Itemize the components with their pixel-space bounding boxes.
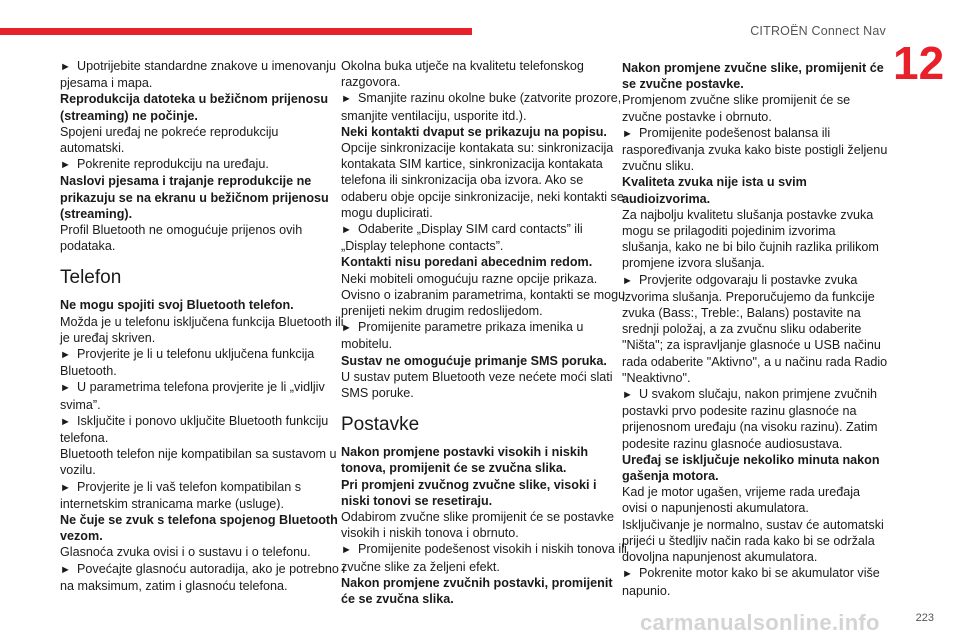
paragraph: Profil Bluetooth ne omogućuje prijenos ovih podataka. <box>60 223 303 254</box>
paragraph: Promjenom zvučne slike promijenit će se zvučne postavke i obrnuto. <box>622 93 851 124</box>
paragraph: Za najbolju kvalitetu slušanja postavke zvuka mogu se prilagoditi pojedinim izvorima slušanja, kako ne bi bilo čujnih razlika prilikom promjene izvora slušanja. <box>622 207 879 271</box>
problem-statement: Nakon promjene zvučne slike, promijenit će se zvučne postavke. <box>622 61 884 92</box>
paragraph: Možda je u telefonu isključena funkcija Bluetooth ili je uređaj skriven. <box>60 314 344 345</box>
problem-statement: Pri promjeni zvučnog zvučne slike, visoki i niski tonovi se resetiraju. <box>341 477 597 508</box>
bullet-instruction: ► Pokrenite motor kako bi se akumulator više napunio. <box>622 565 888 598</box>
problem-statement: Sustav ne omogućuje primanje SMS poruka. <box>341 353 607 368</box>
manual-title: CITROËN Connect Nav <box>750 24 886 38</box>
bullet-instruction: ► U svakom slučaju, nakon primjene zvučnih postavki prvo podesite razinu glasnoće na prijenosnom uređaju (na visoku razinu). Zatim podesite razinu glasnoće audiosustava. <box>622 386 888 452</box>
problem-statement: Nakon promjene zvučnih postavki, promijenit će se zvučna slika. <box>341 575 613 607</box>
bullet-instruction: ► Provjerite je li u telefonu uključena funkcija Bluetooth. <box>60 346 346 379</box>
header-accent-bar <box>0 28 472 35</box>
bullet-instruction: ► Promijenite podešenost balansa ili raspoređivanja zvuka kako biste postigli željenu zvučnu sliku. <box>622 125 888 175</box>
bullet-instruction: ► Promijenite podešenost visokih i niskih tonova ili zvučne slike za željeni efekt. <box>341 541 627 574</box>
bullet-instruction: ► Pokrenite reprodukciju na uređaju. <box>60 156 346 173</box>
problem-statement: Neki kontakti dvaput se prikazuju na popisu. <box>341 124 607 139</box>
text-column-3 <box>622 60 888 599</box>
problem-statement: Kvaliteta zvuka nije ista u svim audioizvorima. <box>622 175 807 206</box>
paragraph: Opcije sinkronizacije kontakata su: sinkronizacija kontakata SIM kartice, sinkronizacija kontakata telefona ili sinkronizacija oba izvora. Ako se odaberu obje opcije sinkronizacije, neki kontakti se mogu duplicirati. <box>341 141 624 220</box>
paragraph: Bluetooth telefon nije kompatibilan sa sustavom u vozilu. <box>60 447 337 478</box>
paragraph: Spojeni uređaj ne pokreće reprodukciju automatski. <box>60 124 279 156</box>
problem-statement: Kontakti nisu poredani abecednim redom. <box>341 255 593 270</box>
bullet-instruction: ► Upotrijebite standardne znakove u imenovanju pjesama i mapa. <box>60 58 346 91</box>
bullet-instruction: ► Smanjite razinu okolne buke (zatvorite prozore, smanjite ventilaciju, usporite itd.). <box>341 90 627 123</box>
paragraph: Odabirom zvučne slike promijenit će se postavke visokih i niskih tonova i obrnuto. <box>341 510 614 541</box>
bullet-instruction: ► Povećajte glasnoću autoradija, ako je potrebno i na maksimum, zatim i glasnoću telefona. <box>60 561 346 594</box>
paragraph: Glasnoća zvuka ovisi i o sustavu i o telefonu. <box>60 545 311 560</box>
bullet-instruction: ► U parametrima telefona provjerite je li „vidljiv svima”. <box>60 379 346 412</box>
watermark: carmanualsonline.info <box>640 610 880 635</box>
bullet-instruction: ► Isključite i ponovo uključite Bluetooth funkciju telefona. <box>60 413 346 446</box>
bullet-instruction: ► Provjerite je li vaš telefon kompatibilan s internetskim stranicama marke (usluge). <box>60 479 346 512</box>
problem-statement: Naslovi pjesama i trajanje reprodukcije ne prikazuju se na ekranu u bežičnom prijenosu (streaming). <box>60 174 329 221</box>
bullet-instruction: ► Odaberite „Display SIM card contacts” ili „Display telephone contacts”. <box>341 221 627 254</box>
text-column-2 <box>341 58 627 607</box>
bullet-instruction: ► Promijenite parametre prikaza imenika u mobitelu. <box>341 319 627 352</box>
page-number: 223 <box>915 612 934 624</box>
problem-statement: Ne čuje se zvuk s telefona spojenog Bluetooth vezom. <box>60 513 338 544</box>
paragraph: Okolna buka utječe na kvalitetu telefonskog razgovora. <box>341 59 584 90</box>
bullet-instruction: ► Provjerite odgovaraju li postavke zvuka izvorima slušanja. Preporučujemo da funkcije zvuka (Bass:, Treble:, Balans) postavite na srednji položaj, a za zvučnu sliku odaberite "Ništa"; za ispravljanje glasnoće u USB načinu rada odaberite "Aktivno", a u načinu rada Radio "Neaktivno". <box>622 272 888 386</box>
problem-statement: Uređaj se isključuje nekoliko minuta nakon gašenja motora. <box>622 452 880 484</box>
problem-statement: Ne mogu spojiti svoj Bluetooth telefon. <box>60 298 294 313</box>
paragraph: Neki mobiteli omogućuju razne opcije prikaza. Ovisno o izabranim parametrima, kontakti se mogu prenijeti nekim drugim redoslijedom. <box>341 271 626 319</box>
problem-statement: Reprodukcija datoteka u bežičnom prijenosu (streaming) ne počinje. <box>60 92 329 123</box>
paragraph: U sustav putem Bluetooth veze nećete moći slati SMS poruke. <box>341 369 613 401</box>
chapter-number: 12 <box>893 37 945 89</box>
section-heading: Telefon <box>60 267 122 289</box>
paragraph: Kad je motor ugašen, vrijeme rada uređaja ovisi o napunjenosti akumulatora. <box>622 485 861 516</box>
problem-statement: Nakon promjene postavki visokih i niskih tonova, promijenit će se zvučna slika. <box>341 445 589 476</box>
paragraph: Isključivanje je normalno, sustav će automatski prijeći u štedljiv način rada kako bi se održala dovoljna napunjenost akumulatora. <box>622 517 884 565</box>
section-heading: Postavke <box>341 414 420 436</box>
text-column-1 <box>60 58 346 594</box>
